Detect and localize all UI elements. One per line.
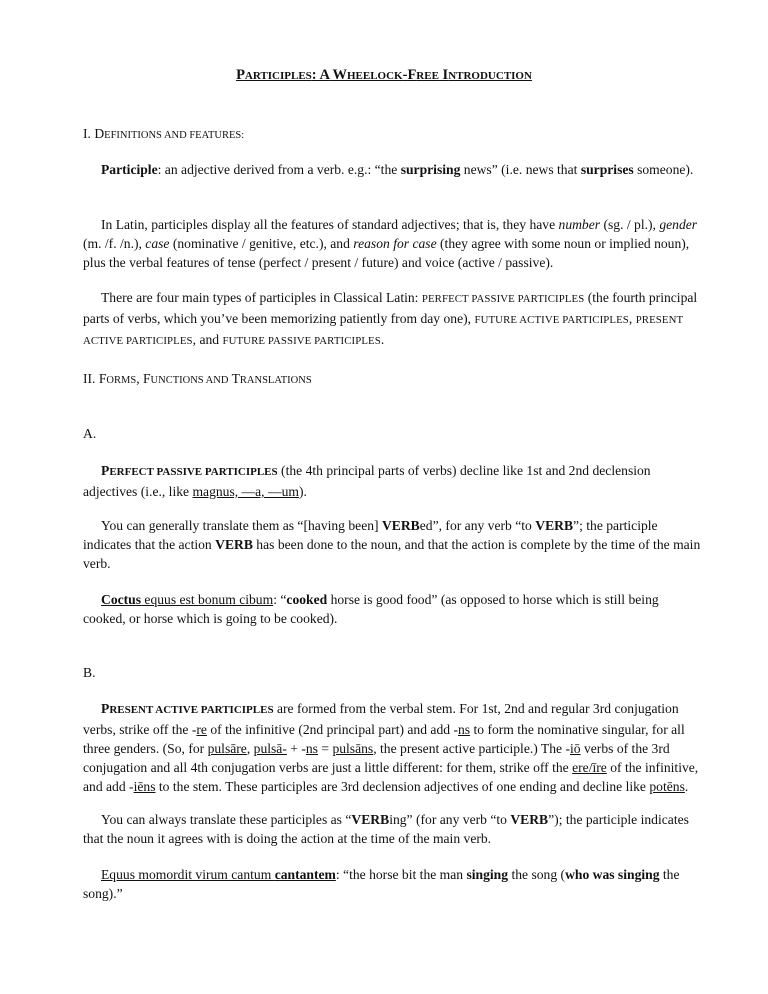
paragraph-perfect-passive-translation: You can generally translate them as “[having been] VERBed”, for any verb “to VERB”; the participle indicates that the action VERB has been done to the noun, and that the action is complete by the time of the main verb. — [83, 518, 701, 571]
section-heading-definitions: I. DEFINITIONS AND FEATURES: — [83, 126, 245, 141]
paragraph-participle-definition: Participle: an adjective derived from a verb. e.g.: “the surprising news” (i.e. news that surprises someone). — [101, 162, 694, 177]
paragraph-latin-features: In Latin, participles display all the features of standard adjectives; that is, they have number (sg. / pl.), gender (m. /f. /n.), case (nominative / genitive, etc.), and reason for case (they agree with some noun or implied noun), plus the verbal features of tense (perfect / present / future) and voice (active / passive). — [83, 217, 698, 270]
subsection-letter-a: A. — [83, 426, 97, 441]
paragraph-perfect-passive: PERFECT PASSIVE PARTICIPLES (the 4th principal parts of verbs) decline like 1st and 2nd declension adjectives (i.e., like magnus, —a, —um). — [83, 463, 651, 499]
paragraph-coctus-example: Coctus equus est bonum cibum: “cooked horse is good food” (as opposed to horse which is still being cooked, or horse which is going to be cooked). — [83, 592, 659, 626]
paragraph-participle-types: There are four main types of participles in Classical Latin: PERFECT PASSIVE PARTICIPLES (the fourth principal parts of verbs, which you’ve been memorizing patiently from day one), FUTURE ACTIVE PARTICIPLES, PRESENT ACTIVE PARTICIPLES, and FUTURE PASSIVE PARTICIPLES. — [83, 290, 698, 347]
subsection-letter-b: B. — [83, 665, 96, 680]
paragraph-present-active: PRESENT ACTIVE PARTICIPLES are formed from the verbal stem. For 1st, 2nd and regular 3rd conjugation verbs, strike off the -re of the infinitive (2nd principal part) and add -ns to form the nominative singular, for all three genders. (So, for pulsāre, pulsā- + -ns = pulsāns, the present active participle.) The -iō verbs of the 3rd conjugation and all 4th conjugation verbs are just a little different: for them, strike off the ere/īre of the infinitive, and add -iēns to the stem. These participles are 3rd declension adjectives of one ending and decline like potēns. — [83, 701, 699, 794]
paragraph-equus-example: Equus momordit virum cantum cantantem: “the horse bit the man singing the song (who was singing the song).” — [83, 867, 680, 901]
section-heading-forms: II. FORMS, FUNCTIONS AND TRANSLATIONS — [83, 371, 312, 386]
page-title: PARTICIPLES: A WHEELOCK-FREE INTRODUCTION — [236, 67, 532, 83]
paragraph-present-active-translation: You can always translate these participles as “VERBing” (for any verb “to VERB”); the participle indicates that the noun it agrees with is doing the action at the time of the main verb. — [83, 812, 689, 846]
